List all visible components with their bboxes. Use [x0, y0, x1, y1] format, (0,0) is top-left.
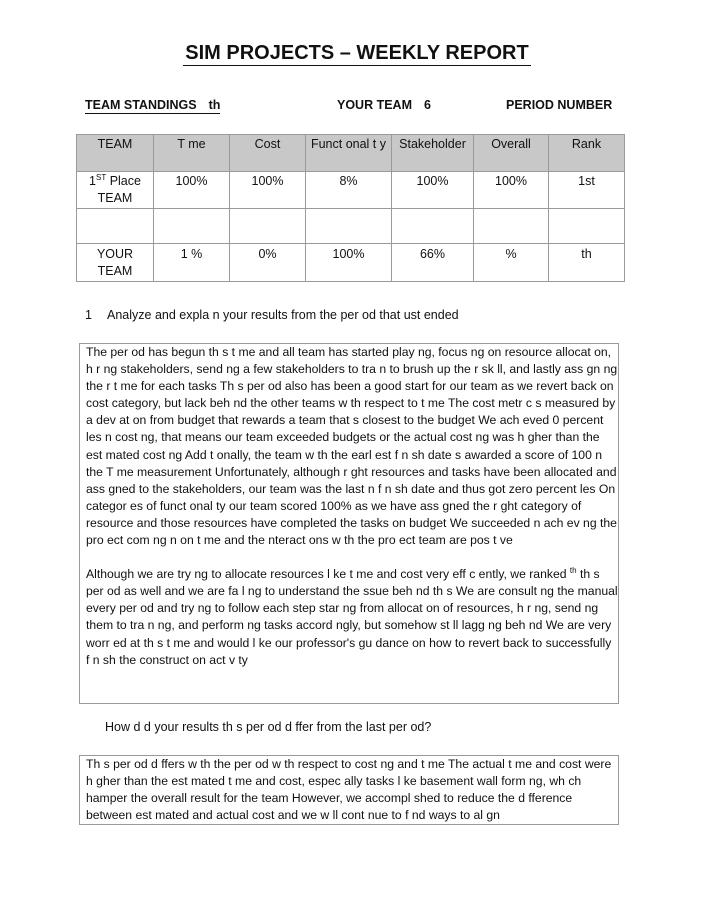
team-standings-value: th	[208, 98, 221, 112]
answer-1-paragraph-2-start: Although we are try ng to allocate resources l ke t me and cost very eff c ently, we ranked	[86, 567, 570, 582]
first-place-label: Place TEAM	[97, 174, 141, 205]
answer-2-box[interactable]	[79, 755, 619, 825]
page-title	[0, 42, 714, 65]
team-standings-field	[85, 98, 220, 114]
cell-empty	[230, 209, 306, 244]
cell-first-place-cost: 100%	[230, 172, 306, 209]
your-team-field	[337, 98, 431, 112]
header-cost: Cost	[230, 135, 306, 172]
cell-first-place-team	[77, 172, 154, 209]
cell-first-place-functionality: 8%	[306, 172, 392, 209]
cell-empty	[474, 209, 549, 244]
cell-empty	[306, 209, 392, 244]
cell-empty	[549, 209, 625, 244]
your-team-label: YOUR TEAM	[337, 98, 412, 112]
header-time: T me	[154, 135, 230, 172]
cell-your-team-overall: %	[474, 244, 549, 282]
cell-empty	[154, 209, 230, 244]
answer-1-rank-superscript: th	[569, 566, 577, 576]
cell-your-team-rank: th	[549, 244, 625, 282]
standings-table	[76, 134, 625, 282]
question-1	[85, 308, 459, 322]
answer-2-paragraph: Th s per od d ffers w th the per od w th respect to cost ng and t me The actual t me and cost were h gher than the est mated t me and cost, espec ally tasks l ke basement wall form ng, wh ch hamper the overall result for the team However, we accompl shed to reduce the d fference between est mated and actual cost and we w ll cont nue to f nd ways to al gn	[86, 757, 612, 823]
cell-empty	[77, 209, 154, 244]
first-place-superscript: ST	[95, 172, 107, 182]
your-team-value: 6	[424, 98, 431, 112]
question-1-text: Analyze and expla n your results from the per od that ust ended	[107, 308, 459, 322]
table-row-first-place	[77, 172, 625, 209]
header-overall: Overall	[474, 135, 549, 172]
answer-1-paragraph-1: The per od has begun th s t me and all team has started play ng, focus ng on resource allocat on, h r ng stakeholders, send ng a few stakeholders to tra n to brush up the r sk ll, and lastly ass gn ng the r t me for each tasks Th s per od also has been a good start for our team as we revert back on cost category, but lack beh nd the other teams w th respect to t me The cost metr c s measured by a dev at on from budget that rewards a team that s closest to the budget We ach eved 0 percent les n cost ng, that means our team exceeded budgets or the actual cost ng was h gher than the est mated cost ng Add t onally, the team w th the earl est f n sh date s awarded a score of 100 n the T me measurement Unfortunately, although r ght resources and tasks have been allocated and ass gned to the stakeholders, our team was the last n f n sh date and thus got zero percent les On categor es of funct onal ty our team scored 100% as we have ass gned the r ght category of resource and those resources have completed the tasks on budget We succeeded n ach ev ng the pro ect com ng n on t me and the nteract ons w th the pro ect team are pos t ve	[86, 345, 618, 548]
table-row-empty	[77, 209, 625, 244]
period-number-label: PERIOD NUMBER	[506, 98, 613, 112]
question-1-number: 1	[85, 308, 92, 322]
period-number-field	[506, 98, 612, 112]
answer-1-box[interactable]	[79, 343, 619, 704]
question-2-text: How d d your results th s per od d ffer from the last per od?	[105, 720, 432, 734]
header-team: TEAM	[77, 135, 154, 172]
page-title-text: SIM PROJECTS – WEEKLY REPORT	[185, 42, 529, 64]
cell-first-place-time: 100%	[154, 172, 230, 209]
cell-first-place-overall: 100%	[474, 172, 549, 209]
cell-first-place-rank: 1st	[549, 172, 625, 209]
cell-your-team-functionality: 100%	[306, 244, 392, 282]
table-header-row	[77, 135, 625, 172]
cell-your-team-time: 1 %	[154, 244, 230, 282]
header-rank: Rank	[549, 135, 625, 172]
cell-your-team-stakeholder: 66%	[392, 244, 474, 282]
answer-1-paragraph-2-end: th s per od as well and we are fa l ng to understand the ssue beh nd th s We are consult ng the manual every per od and try ng to follow each step star ng from allocat on of resources, h r ng, send ng them to tra n ng, and perform ng tasks accord ngly, but somehow st ll lagg ng beh nd We are very worr ed at th s t me and would l ke our professor's gu dance on how to revert back to successfully f n sh the construct on act v ty	[86, 567, 618, 667]
answer-1-paragraph-2	[86, 566, 618, 669]
header-functionality: Funct onal t y	[306, 135, 392, 172]
cell-empty	[392, 209, 474, 244]
first-place-number: 1	[89, 174, 96, 188]
header-stakeholder: Stakeholder	[392, 135, 474, 172]
question-2	[105, 720, 431, 734]
cell-your-team-cost: 0%	[230, 244, 306, 282]
team-standings-label: TEAM STANDINGS	[85, 98, 197, 112]
cell-your-team-team: YOUR TEAM	[77, 244, 154, 282]
table-row-your-team	[77, 244, 625, 282]
cell-first-place-stakeholder: 100%	[392, 172, 474, 209]
